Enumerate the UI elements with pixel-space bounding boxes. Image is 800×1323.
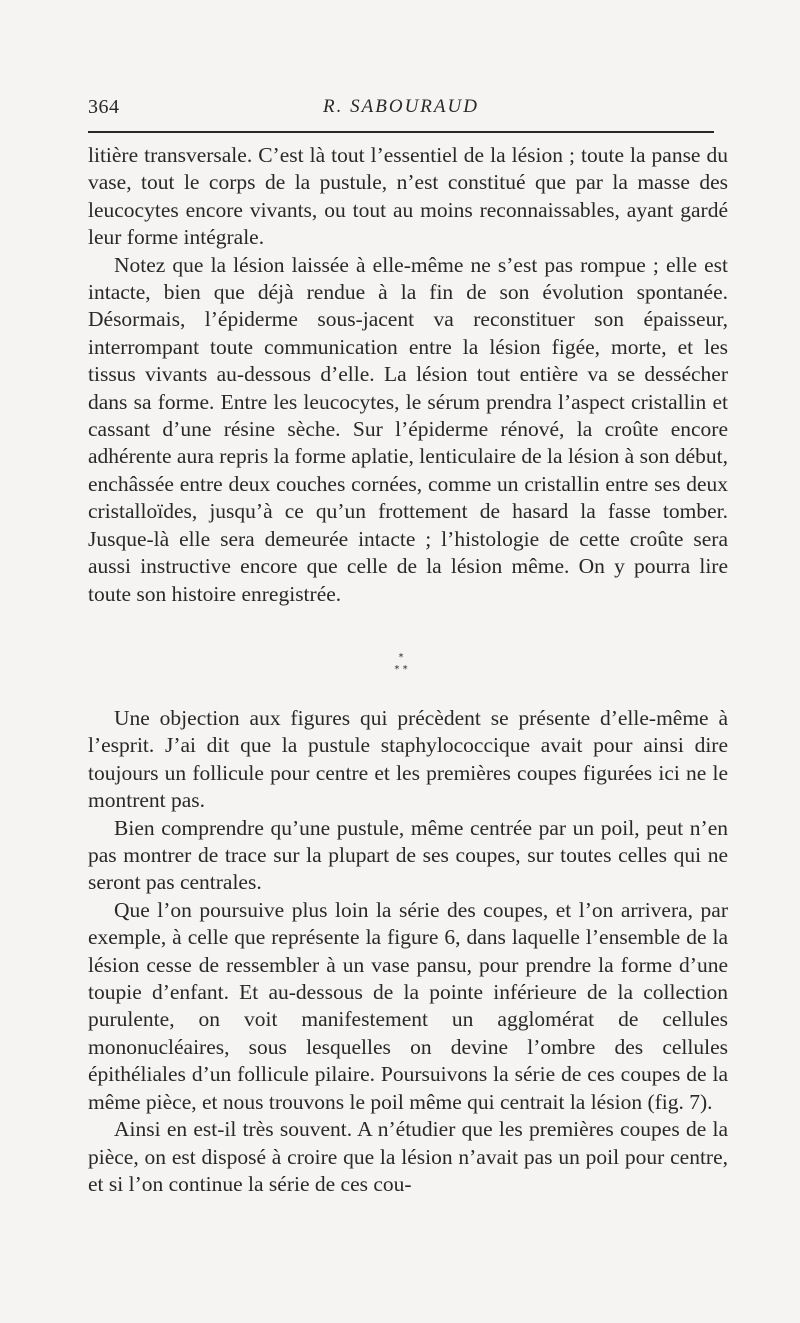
running-head: R. SABOURAUD	[323, 96, 479, 117]
asterism-ornament	[88, 652, 714, 676]
paragraph: Que l’on poursuive plus loin la série des coupes, et l’on arrivera, par exemple, à celle que représente la figure 6, dans laquelle l’ensemble de la lésion cesse de ressembler à un vase pansu, pour prendre la forme d’une toupie d’enfant. Et au-dessous de la pointe inférieure de la collection purulente, on voit manifestement un agglomérat de cellules mononucléaires, sous lesquelles on devine l’ombre des cellules épithéliales d’un follicule pilaire. Poursuivons la série de ces coupes de la même pièce, et nous trouvons le poil même qui centrait la lésion (fig. 7).	[88, 897, 728, 1114]
page-number: 364	[88, 96, 120, 118]
paragraph: litière transversale. C’est là tout l’essentiel de la lésion ; toute la panse du vase, tout le corps de la pustule, n’est constitué que par la masse des leucocytes encore vivants, ou tout au moins reconnaissables, ayant gardé leur forme intégrale.	[88, 143, 728, 250]
asterism-bottom: * *	[394, 664, 408, 675]
book-page	[88, 0, 728, 1323]
paragraph: Une objection aux figures qui précèdent se présente d’elle-même à l’esprit. J’ai dit que la pustule staphylococcique avait pour ainsi dire toujours un follicule pour centre et les premières coupes figurées ici ne le montrent pas.	[88, 706, 728, 813]
paragraph: Ainsi en est-il très souvent. A n’étudier que les premières coupes de la pièce, on est disposé à croire que la lésion n’avait pas un poil pour centre, et si l’on continue la série de ces cou-	[88, 1117, 728, 1196]
paragraph: Bien comprendre qu’une pustule, même centrée par un poil, peut n’en pas montrer de trace sur la plupart de ses coupes, sur toutes celles qui ne seront pas centrales.	[88, 815, 728, 895]
header-rule	[88, 131, 714, 133]
section-a	[88, 142, 728, 608]
page-header	[88, 96, 714, 126]
asterism-top: *	[398, 652, 404, 663]
section-b	[88, 705, 728, 1198]
paragraph: Notez que la lésion laissée à elle-même ne s’est pas rompue ; elle est intacte, bien que déjà rendue à la fin de son évolution spontanée. Désormais, l’épiderme sous-jacent va reconstituer son épaisseur, interrompant toute communication entre la lésion figée, morte, et les tissus vivants au-dessous d’elle. La lésion tout entière va se dessécher dans sa forme. Entre les leucocytes, le sérum prendra l’aspect cristallin et cassant d’une résine sèche. Sur l’épiderme rénové, la croûte encore adhérente aura repris la forme aplatie, lenticulaire de la lésion à son début, enchâssée entre deux couches cornées, comme un cristallin entre ses deux cristalloïdes, jusqu’à ce qu’un frottement de hasard la fasse tomber. Jusque-là elle sera demeurée intacte ; l’histologie de cette croûte sera aussi instructive encore que celle de la lésion même. On y pourra lire toute son histoire enregistrée.	[88, 252, 728, 606]
